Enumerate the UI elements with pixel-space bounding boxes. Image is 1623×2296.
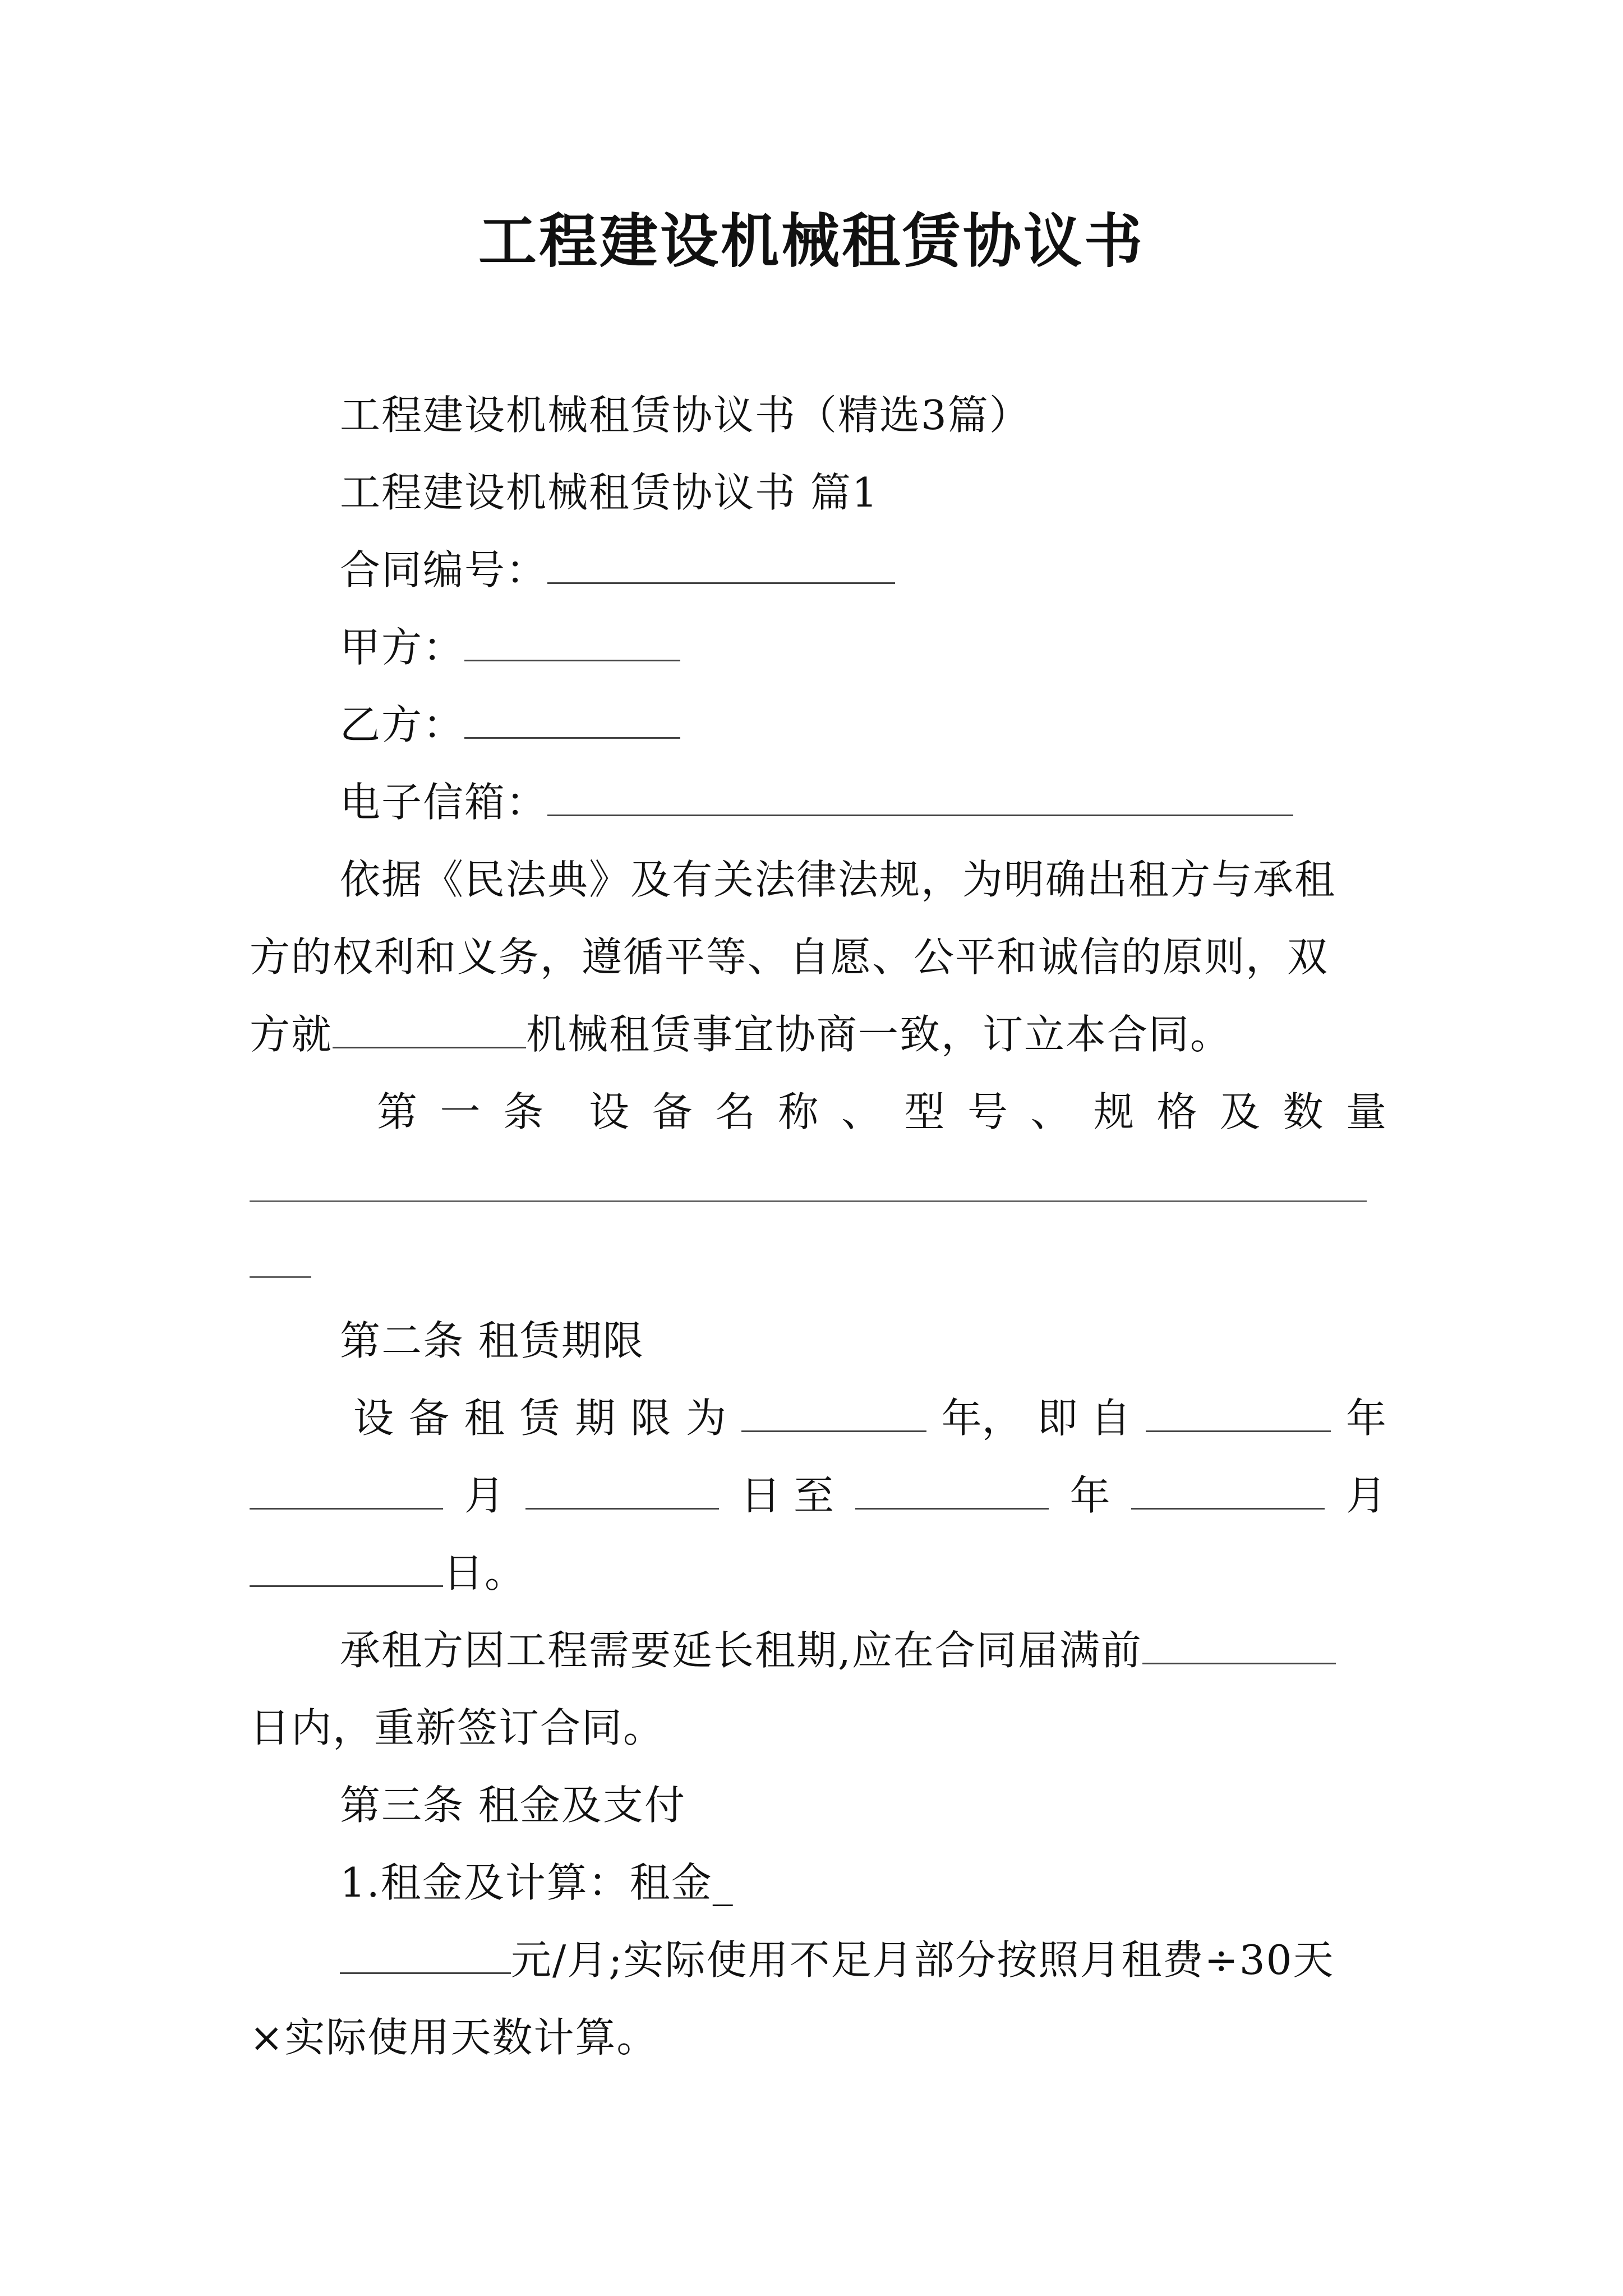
- article-1-heading: [377, 1084, 1386, 1140]
- document-subtitle: 工程建设机械租赁协议书（精选3篇）: [340, 392, 1031, 439]
- lease-years-blank: [741, 1391, 926, 1432]
- rent-item-line-1: 1.租金及计算：租金_: [340, 1859, 734, 1906]
- rent-amount-blank: [340, 1933, 511, 1974]
- end-year-unit: 年: [1069, 1472, 1110, 1519]
- contract-number-label: 合同编号：: [340, 546, 548, 593]
- article-1-char: 备: [652, 1088, 693, 1135]
- article-2-heading: 第二条 租赁期限: [340, 1317, 644, 1364]
- party-b-blank: [464, 698, 680, 739]
- lease-term-char: 为: [685, 1395, 726, 1442]
- lease-term-row-1: [353, 1390, 1386, 1446]
- party-b-label: 乙方：: [340, 701, 465, 748]
- intro-line-3-suffix: 机械租赁事宜协商一致，订立本合同。: [526, 1011, 1232, 1058]
- end-day-blank: [250, 1546, 443, 1587]
- end-day-unit: 日。: [443, 1549, 527, 1596]
- party-a-row: [340, 619, 680, 675]
- start-day-unit: 日 至: [740, 1472, 834, 1519]
- end-month-blank: [1131, 1469, 1325, 1510]
- intro-line-1: 依据《民法典》及有关法律法规，为明确出租方与承租: [340, 856, 1336, 903]
- article-1-char: 号: [967, 1088, 1008, 1135]
- email-blank: [547, 775, 1293, 816]
- contract-number-blank: [547, 543, 895, 584]
- lease-term-row-2: [250, 1467, 1386, 1524]
- article-3-heading: 第三条 租金及支付: [340, 1782, 686, 1829]
- extension-line-1: [340, 1622, 1336, 1678]
- end-year-blank: [855, 1469, 1049, 1510]
- article-1-char: 称: [778, 1088, 819, 1135]
- article-1-char: 、: [1030, 1088, 1071, 1135]
- rent-item-text: 元/月;实际使用不足月部分按照月租费÷30天: [511, 1936, 1335, 1984]
- extension-text: 承租方因工程需要延长租期,应在合同届满前: [340, 1627, 1142, 1674]
- party-b-row: [340, 697, 680, 753]
- document-title: 工程建设机械租赁协议书: [478, 206, 1145, 275]
- lease-term-char: 赁: [519, 1395, 560, 1442]
- article-1-char: 及: [1219, 1088, 1260, 1135]
- email-label: 电子信箱：: [340, 779, 548, 826]
- article-1-char: 名: [714, 1088, 755, 1135]
- lease-term-char: 租: [464, 1395, 505, 1442]
- intro-line-3: [250, 1006, 1232, 1062]
- article-1-char: 设: [588, 1088, 629, 1135]
- lease-from-label: 即 自: [1037, 1395, 1131, 1442]
- article-1-char: 一: [440, 1088, 481, 1135]
- article-1-char: 数: [1283, 1088, 1324, 1135]
- start-year-blank: [1146, 1391, 1331, 1432]
- article-1-blank-line: [250, 1200, 1367, 1202]
- article-1-char: 型: [904, 1088, 945, 1135]
- lease-year-unit: 年，: [941, 1395, 1022, 1442]
- extension-line-2: 日内，重新签订合同。: [250, 1704, 665, 1751]
- rent-item-line-3: ×实际使用天数计算。: [250, 2014, 658, 2061]
- lease-term-char: 限: [630, 1395, 671, 1442]
- start-day-blank: [525, 1469, 719, 1510]
- rent-item-line-2: [340, 1932, 1334, 1988]
- lease-term-char: 备: [408, 1395, 449, 1442]
- article-1-char: 条: [503, 1088, 544, 1135]
- lease-term-char: 设: [353, 1395, 394, 1442]
- party-a-blank: [464, 620, 680, 661]
- lease-term-row-3: [250, 1545, 526, 1601]
- article-1-char: 规: [1093, 1088, 1134, 1135]
- machine-name-blank: [333, 1007, 526, 1048]
- start-year-unit: 年: [1345, 1395, 1386, 1442]
- intro-line-2: 方的权利和义务，遵循平等、自愿、公平和诚信的原则，双: [250, 933, 1329, 981]
- email-row: [340, 774, 1293, 830]
- lease-term-char: 期: [575, 1395, 616, 1442]
- article-1-char: 格: [1156, 1088, 1197, 1135]
- party-a-label: 甲方：: [340, 624, 465, 671]
- intro-line-3-prefix: 方就: [250, 1011, 333, 1058]
- article-1-char: 量: [1345, 1088, 1386, 1135]
- end-month-unit: 月: [1345, 1472, 1386, 1519]
- start-month-blank: [250, 1469, 443, 1510]
- contract-number-row: [340, 542, 895, 598]
- article-1-char: 第: [377, 1088, 418, 1135]
- start-month-unit: 月: [464, 1472, 505, 1519]
- extension-days-blank: [1142, 1623, 1336, 1664]
- article-1-char: 、: [841, 1088, 882, 1135]
- article-1-blank-line-end: [250, 1276, 311, 1278]
- section-heading: 工程建设机械租赁协议书 篇1: [340, 469, 879, 516]
